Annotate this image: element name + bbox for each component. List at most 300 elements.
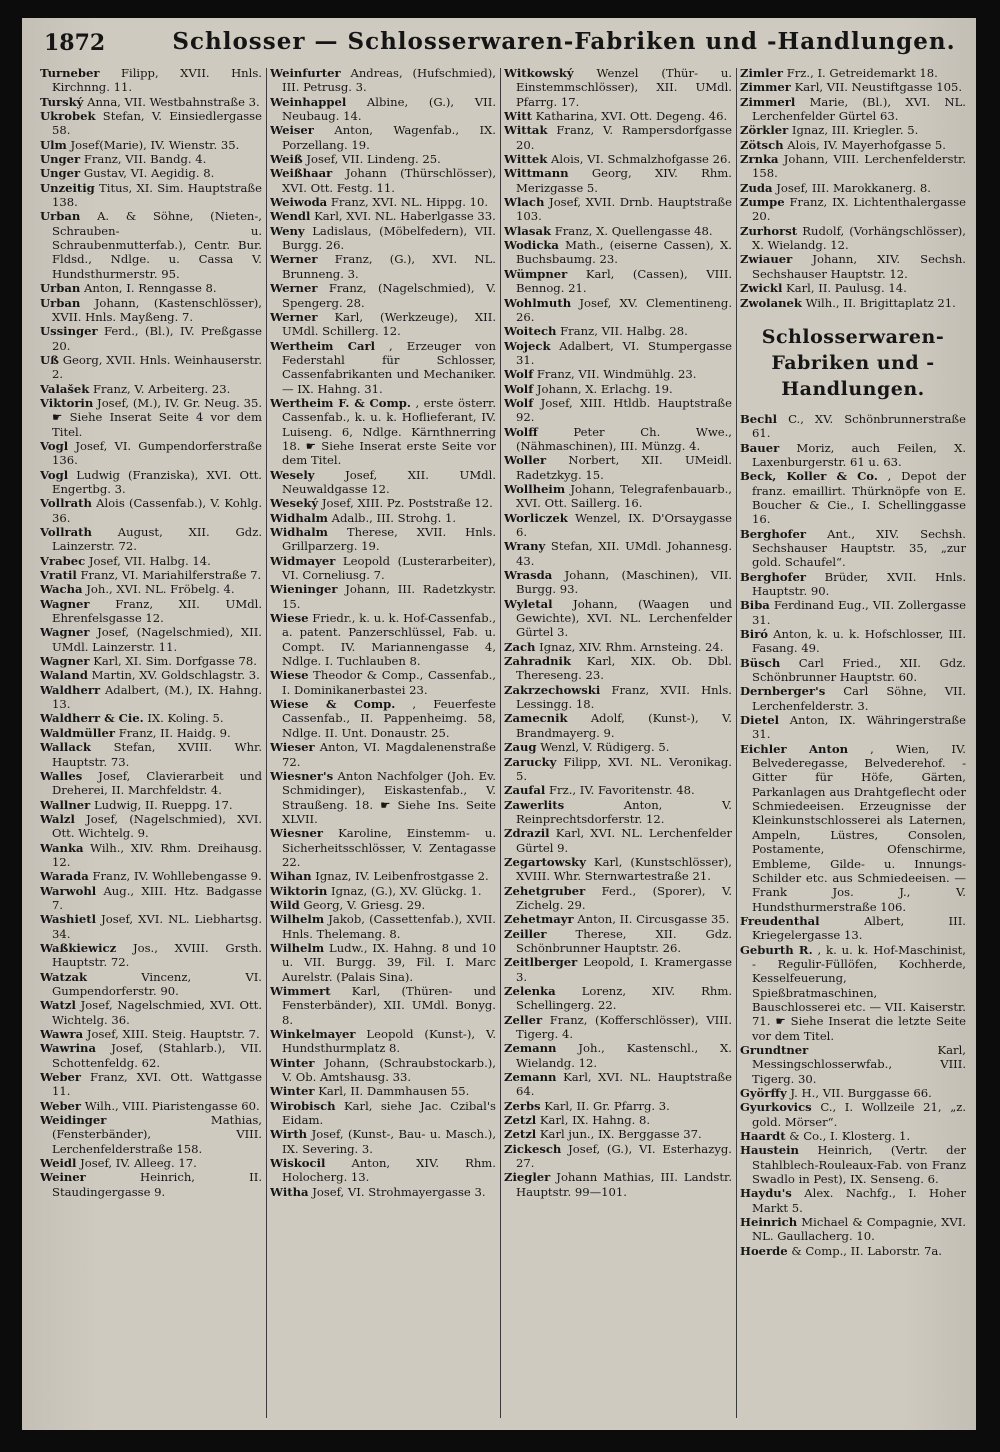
entry-name: Zemann	[504, 1070, 557, 1085]
entry-name: Watzl	[40, 998, 76, 1013]
entry-name: Waldmüller	[40, 725, 116, 740]
directory-entry	[740, 469, 966, 526]
entry-text: Johann, Telegrafenbauarb., XVI. Ott. Saillerg. 16.	[516, 481, 732, 511]
entry-name: Hoerde	[740, 1243, 788, 1258]
entry-text: Franz, (Nagelschmied), V. Spengerg. 28.	[282, 281, 496, 310]
directory-entry	[270, 468, 496, 497]
entry-text: , erste österr. Cassenfab., k. u. k. Hoflieferant, IV. Luiseng. 6, Ndlge. Kärnthnerring 18. ☛ Siehe Inserat erste Seite vor dem Titel.	[282, 395, 496, 468]
entry-name: Weseký	[270, 496, 319, 511]
entry-name: Warwohl	[40, 883, 97, 898]
entry-text: Joh., Kastenschl., X. Wielandg. 12.	[516, 1041, 732, 1070]
entry-name: Wesely	[270, 467, 315, 482]
entry-text: Josef, XII. UMdl. Neuwaldgasse 12.	[282, 467, 496, 496]
directory-entry	[40, 66, 262, 95]
entry-name: Winter	[270, 1055, 315, 1070]
section-heading: Schlosserwaren-Fabriken und -Handlungen.	[761, 325, 945, 400]
directory-entry	[40, 812, 262, 841]
entry-name: Weiß	[270, 152, 303, 167]
entry-name: Worliczek	[504, 510, 568, 525]
entry-text: A. & Söhne, (Nieten-, Schrauben- u. Schraubenmutterfab.), Centr. Bur. Fldsd., Ndlge. u. Cassa V. Hundsthurmerstr. 95.	[52, 209, 262, 281]
entry-name: Wohlmuth	[504, 295, 572, 310]
directory-entry	[504, 339, 732, 368]
entry-text: Vincenz, VI. Gumpendorferstr. 90.	[52, 969, 262, 998]
directory-entry	[504, 453, 732, 482]
directory-entry	[40, 726, 262, 740]
page-number: 1872	[44, 30, 106, 56]
directory-entry	[270, 826, 496, 869]
entry-name: Werner	[270, 309, 318, 324]
directory-entry	[740, 181, 966, 195]
entry-text: Johann, (Schraubstockarb.), V. Ob. Amtshausg. 33.	[282, 1055, 496, 1085]
entry-name: Urban	[40, 209, 81, 224]
entry-name: Wiese	[270, 611, 309, 626]
directory-entry	[270, 984, 496, 1027]
directory-entry	[40, 912, 262, 941]
entry-text: Ignaz, IV. Leibenfrostgasse 2.	[315, 869, 489, 884]
entry-text: , Depot der franz. emaillirt. Thürknöpfe von E. Boucher & Cie., I. Schellinggasse 16.	[752, 469, 966, 527]
entry-name: Zötsch	[740, 137, 784, 152]
entry-text: Therese, XII. Gdz. Schönbrunner Hauptstr. 26.	[516, 926, 732, 955]
entry-name: Winkelmayer	[270, 1027, 356, 1042]
entry-text: Karl, (Werkzeuge), XII. UMdl. Schillerg. 12.	[282, 309, 496, 339]
entry-text: J. H., VII. Burggasse 66.	[790, 1086, 932, 1100]
entry-name: Washietl	[40, 912, 97, 927]
entry-text: Josef, VII. Halbg. 14.	[88, 553, 211, 568]
directory-entry	[270, 1156, 496, 1185]
entry-name: Eichler Anton	[740, 741, 848, 756]
entry-name: Wirobisch	[270, 1098, 336, 1113]
entry-name: Woitech	[504, 324, 557, 339]
columns-container	[22, 66, 976, 1426]
entry-text: Karl, (Cassen), VIII. Bennog. 21.	[516, 266, 732, 296]
entry-name: Bauer	[740, 440, 780, 455]
entry-name: Györffy	[740, 1086, 787, 1100]
entry-text: Friedr., k. u. k. Hof-Cassenfab., a. patent. Panzerschlüssel, Fab. u. Compt. IV. Mariannengasse 4, Ndlge. I. Tuchlauben 8.	[282, 611, 496, 669]
entry-text: Georg, V. Griesg. 29.	[303, 897, 426, 912]
directory-entry	[504, 683, 732, 712]
entry-text: Georg, XIV. Rhm. Merizgasse 5.	[516, 166, 732, 195]
entry-name: Wagner	[40, 596, 90, 611]
directory-entry	[40, 740, 262, 769]
directory-entry	[740, 914, 966, 943]
directory-entry	[740, 224, 966, 253]
entry-name: Zarucky	[504, 754, 557, 769]
entry-name: Zdrazil	[504, 826, 550, 841]
entry-text: Leopold (Lusterarbeiter), VI. Corneliusg. 7.	[282, 553, 496, 583]
directory-entry	[270, 898, 496, 912]
directory-entry	[740, 138, 966, 152]
entry-name: Wawra	[40, 1027, 84, 1042]
directory-entry	[740, 1086, 966, 1100]
directory-entry	[740, 1143, 966, 1186]
entry-text: Karl, (Thüren- und Fensterbänder), XII. UMdl. Bonyg. 8.	[282, 984, 496, 1027]
entry-text: Heinrich, (Vertr. der Stahlblech-Rouleaux-Fab. von Franz Swadlo in Pest), IX. Senseng. 6.	[752, 1143, 966, 1187]
entry-name: Wlach	[504, 195, 545, 210]
directory-entry	[740, 95, 966, 124]
directory-entry	[504, 224, 732, 238]
column-divider	[500, 68, 501, 1418]
entry-text: , Wien, IV. Belvederegasse, Belvederehof. - Gitter für Höfe, Gärten, Parkanlagen aus Drahtgeflecht oder Schmiedeeisen. Erzeugnisse der Kleinkunstschlosserei als Laternen, Ampeln, Lüstres, Consolen, Postamente, Ofenschirme, Embleme, Gilde- u. Innungs-Schilder etc. aus Schmiedeeisen. — Frank Jos. J., V. Hundsthurmerstraße 106.	[752, 741, 966, 914]
entry-name: Wiesner	[270, 826, 324, 841]
entry-text: Josef, (Nagelschmied), XVI. Ott. Wichtelg. 9.	[52, 811, 262, 841]
column-divider	[266, 68, 267, 1418]
entry-text: Ignaz, XIV. Rhm. Arnsteing. 24.	[539, 639, 724, 654]
entry-text: Adalbert, (M.), IX. Hahng. 13.	[52, 682, 262, 712]
entry-text: Albert, III. Kriegelergasse 13.	[752, 913, 966, 943]
entry-name: Widmayer	[270, 553, 336, 568]
entry-text: Josef, XIII. Steig. Hauptstr. 7.	[86, 1027, 260, 1042]
entry-text: Wilh., II. Brigittaplatz 21.	[805, 295, 956, 310]
entry-text: Johann, (Waagen und Gewichte), XVI. NL. Lerchenfelder Gürtel 3.	[516, 596, 732, 640]
entry-name: Gyurkovics	[740, 1100, 812, 1115]
directory-entry	[740, 1186, 966, 1215]
entry-name: Wyletal	[504, 596, 553, 611]
entry-text: Peter Ch. Wwe., (Nähmaschinen), III. Münzg. 4.	[516, 424, 732, 453]
directory-entry	[504, 927, 732, 956]
entry-name: Zehetmayr	[504, 912, 574, 927]
directory-entry	[504, 511, 732, 540]
entry-name: Walzl	[40, 811, 75, 826]
entry-name: Biró	[740, 627, 769, 641]
directory-entry	[40, 941, 262, 970]
directory-entry	[40, 324, 262, 353]
entry-text: Johann Mathias, III. Landstr. Hauptstr. 99—101.	[516, 1170, 732, 1199]
column-1	[40, 66, 262, 1426]
entry-text: Karl, IX. Hahng. 8.	[539, 1113, 651, 1128]
directory-entry	[740, 570, 966, 599]
directory-entry	[40, 597, 262, 626]
directory-entry	[504, 711, 732, 740]
directory-entry	[504, 195, 732, 224]
directory-entry	[40, 970, 262, 999]
entry-text: Theodor & Comp., Cassenfab., I. Dominikanerbastei 23.	[282, 668, 496, 697]
entry-name: Waldherr	[40, 682, 101, 697]
entry-name: Wittek	[504, 152, 548, 167]
entry-name: Wertheim F. & Comp.	[270, 395, 411, 410]
entry-text: Ludwig (Franziska), XVI. Ott. Engertbg. 3.	[52, 467, 262, 496]
entry-text: Frz., IV. Favoritenstr. 48.	[549, 783, 695, 798]
directory-entry	[504, 1013, 732, 1042]
entry-text: Math., (eiserne Cassen), X. Buchsbaumg. 23.	[516, 238, 732, 267]
directory-entry	[740, 1100, 966, 1129]
entry-name: Warada	[40, 869, 89, 884]
directory-entry	[740, 1215, 966, 1244]
entry-name: Ukrobek	[40, 109, 96, 124]
directory-entry	[40, 798, 262, 812]
entry-name: Waßkiewicz	[40, 940, 117, 955]
entry-text: Leopold (Kunst-), V. Hundsthurmplatz 8.	[282, 1027, 496, 1056]
entry-text: Johann, XIV. Sechsh. Sechshauser Hauptstr. 12.	[752, 252, 966, 281]
entry-text: Franz, XII. UMdl. Ehrenfelsgasse 12.	[52, 596, 262, 626]
directory-entry	[504, 568, 732, 597]
directory-entry	[40, 296, 262, 325]
directory-entry	[504, 740, 732, 754]
entry-name: Wieser	[270, 740, 315, 755]
directory-entry	[270, 554, 496, 583]
entry-text: Andreas, (Hufschmied), III. Petrusg. 3.	[282, 66, 496, 95]
directory-entry	[270, 209, 496, 223]
entry-name: Zakrzechowski	[504, 682, 601, 697]
entry-name: Vratil	[40, 568, 77, 583]
directory-entry	[40, 869, 262, 883]
entry-name: Wagner	[40, 625, 90, 640]
entry-text: Anton, V. Reinprechtsdorferstr. 12.	[516, 797, 732, 826]
entry-name: Beck, Koller & Co.	[740, 469, 878, 484]
entry-name: Witkowský	[504, 66, 574, 80]
directory-entry	[270, 152, 496, 166]
entry-name: Uß	[40, 352, 59, 367]
directory-entry	[40, 1041, 262, 1070]
directory-entry	[504, 238, 732, 267]
entry-name: Viktorin	[40, 395, 94, 410]
entry-name: Wrasda	[504, 568, 553, 583]
entry-text: Filipp, XVII. Hnls. Kirchnng. 11.	[52, 66, 262, 95]
entry-name: Vrabec	[40, 553, 86, 568]
entry-text: Anna, VII. Westbahnstraße 3.	[87, 94, 260, 109]
column-4	[740, 66, 966, 1426]
directory-entry	[740, 1043, 966, 1086]
entry-name: Werner	[270, 281, 318, 296]
entry-name: Watzak	[40, 969, 88, 984]
entry-name: Wawrina	[40, 1041, 96, 1056]
entry-name: Zeitlberger	[504, 955, 578, 970]
entry-text: Alois, IV. Mayerhofgasse 5.	[787, 137, 946, 152]
directory-entry	[40, 683, 262, 712]
directory-entry	[270, 166, 496, 195]
directory-entry	[270, 339, 496, 396]
entry-text: Norbert, XII. UMeidl. Radetzkyg. 15.	[516, 453, 732, 482]
entry-text: Karl, II. Dammhausen 55.	[318, 1084, 470, 1099]
entry-text: Joh., XVI. NL. Fröbelg. 4.	[86, 582, 235, 597]
entry-text: Josef, (Stahlarb.), VII. Schottenfeldg. 62.	[52, 1041, 262, 1070]
directory-entry	[504, 798, 732, 827]
entry-text: Wenzel, IX. D'Orsaygasse 6.	[516, 510, 732, 539]
entry-text: Karl, Messingschlosserwfab., VIII. Tigerg. 30.	[752, 1042, 966, 1086]
directory-entry	[504, 912, 732, 926]
directory-entry	[740, 684, 966, 713]
entry-text: Franz, VI. Mariahilferstraße 7.	[80, 568, 262, 583]
entry-name: Widhalm	[270, 525, 328, 539]
entry-text: Josef, (G.), VI. Esterhazyg. 27.	[516, 1141, 732, 1171]
entry-name: Büsch	[740, 655, 781, 670]
directory-entry	[270, 224, 496, 253]
entry-name: Wimmert	[270, 984, 331, 998]
entry-text: Josef, (Nagelschmied), XII. UMdl. Lainzerstr. 11.	[52, 625, 262, 654]
directory-entry	[270, 912, 496, 941]
directory-entry	[504, 597, 732, 640]
directory-entry	[504, 482, 732, 511]
entry-text: Stefan, XII. UMdl. Johannesg. 43.	[516, 539, 732, 568]
directory-entry	[40, 152, 262, 166]
entry-name: Zickesch	[504, 1141, 562, 1156]
entry-name: Turneber	[40, 66, 100, 80]
entry-name: Unger	[40, 166, 81, 181]
entry-text: Josef, XV. Clementineng. 26.	[516, 295, 732, 324]
entry-name: Wieninger	[270, 582, 338, 597]
directory-entry	[740, 195, 966, 224]
entry-name: Witt	[504, 109, 532, 124]
directory-entry	[270, 740, 496, 769]
entry-name: Zamecnik	[504, 711, 568, 726]
directory-entry	[270, 941, 496, 984]
directory-entry	[740, 123, 966, 137]
entry-text: Franz, X. Quellengasse 48.	[554, 223, 713, 238]
entry-text: Ignaz, III. Kriegler. 5.	[791, 123, 919, 138]
directory-entry	[270, 496, 496, 510]
entry-text: Alex. Nachfg., I. Hoher Markt 5.	[752, 1186, 966, 1215]
entry-text: C., XV. Schönbrunnerstraße 61.	[752, 411, 966, 441]
directory-entry	[40, 668, 262, 682]
entry-text: Franz, II. Haidg. 9.	[118, 725, 231, 740]
entry-text: Anton, XIV. Rhm. Holocherg. 13.	[282, 1156, 496, 1185]
entry-name: Zehetgruber	[504, 883, 586, 898]
entry-text: Jakob, (Cassettenfab.), XVII. Hnls. Thelemang. 8.	[282, 912, 496, 941]
entry-name: Zegartowsky	[504, 854, 586, 869]
entry-text: Wenzel (Thür- u. Einstemmschlösser), XII. UMdl. Pfarrg. 17.	[516, 66, 732, 109]
entry-name: Zörkler	[740, 123, 789, 138]
entry-text: Stefan, V. Einsiedlergasse 58.	[52, 109, 262, 138]
entry-text: Anton, IX. Währingerstraße 31.	[752, 713, 966, 742]
directory-entry	[270, 1185, 496, 1199]
directory-entry	[270, 1127, 496, 1156]
directory-entry	[740, 627, 966, 656]
entry-text: C., I. Wollzeile 21, „z. gold. Mörser“.	[752, 1100, 966, 1129]
directory-entry	[40, 439, 262, 468]
directory-entry	[504, 296, 732, 325]
entry-name: Dernberger's	[740, 684, 826, 699]
directory-entry	[740, 152, 966, 181]
entry-text: Josef, IV. Alleeg. 17.	[80, 1156, 197, 1171]
entry-name: Wiese & Comp.	[270, 697, 396, 712]
entry-name: Wolf	[504, 367, 534, 382]
entry-name: Wertheim Carl	[270, 338, 376, 353]
directory-entry	[40, 353, 262, 382]
directory-entry	[740, 598, 966, 627]
page-title: Schlosser — Schlosserwaren-Fabriken und -Handlungen.	[172, 28, 956, 55]
entry-text: Franz, V. Rampersdorfgasse 20.	[516, 123, 732, 152]
directory-entry	[40, 1113, 262, 1156]
directory-entry	[740, 281, 966, 295]
directory-entry	[740, 80, 966, 94]
entry-name: Zelenka	[504, 984, 556, 998]
entry-name: Zemann	[504, 1041, 557, 1056]
entry-text: Ant., XIV. Sechsh. Sechshauser Hauptstr. 35, „zur gold. Schaufel“.	[752, 526, 966, 570]
entry-name: Waland	[40, 668, 88, 683]
entry-text: Karl jun., IX. Berggasse 37.	[539, 1127, 702, 1142]
directory-entry	[40, 95, 262, 109]
directory-entry	[270, 310, 496, 339]
page-header	[22, 18, 976, 64]
entry-text: Karl, XIX. Ob. Dbl. Thereseng. 23.	[516, 654, 732, 683]
entry-name: Wrany	[504, 539, 546, 554]
entry-text: Johann, X. Erlachg. 19.	[536, 381, 673, 396]
entry-text: Josef, (M.), IV. Gr. Neug. 35. ☛ Siehe Inserat Seite 4 vor dem Titel.	[52, 395, 262, 439]
entry-text: Karl, II. Gr. Pfarrg. 3.	[544, 1098, 670, 1113]
entry-text: Josef, XVI. NL. Liebhartsg. 34.	[52, 912, 262, 941]
entry-text: Wilh., XIV. Rhm. Dreihausg. 12.	[52, 840, 262, 869]
directory-entry	[504, 826, 732, 855]
directory-entry	[504, 166, 732, 195]
directory-entry	[270, 1027, 496, 1056]
entry-text: Lorenz, XIV. Rhm. Schellingerg. 22.	[516, 984, 732, 1013]
directory-entry	[270, 611, 496, 668]
entry-name: Wendl	[270, 209, 311, 224]
directory-entry	[740, 656, 966, 685]
entry-text: Anton, II. Circusgasse 35.	[577, 912, 730, 927]
entry-name: Weiser	[270, 123, 314, 138]
directory-page	[22, 18, 976, 1430]
entry-text: Alois (Cassenfab.), V. Kohlg. 36.	[52, 496, 262, 525]
entry-text: & Comp., II. Laborstr. 7a.	[791, 1243, 942, 1258]
entry-text: Franz, IX. Lichtenthalergasse 20.	[752, 195, 966, 224]
entry-name: Zwolanek	[740, 295, 802, 310]
entry-text: Katharina, XVI. Ott. Degeng. 46.	[535, 109, 728, 124]
directory-entry	[270, 769, 496, 826]
entry-text: Carl Fried., XII. Gdz. Schönbrunner Hauptstr. 60.	[752, 655, 966, 685]
entry-text: Ludwig, II. Rueppg. 17.	[93, 797, 233, 812]
entry-text: Franz, XVII. Hnls. Lessingg. 18.	[516, 682, 732, 712]
entry-name: Weißhaar	[270, 166, 333, 181]
directory-entry	[270, 66, 496, 95]
entry-text: Franz, XVI. Ott. Wattgasse 11.	[52, 1070, 262, 1099]
directory-entry	[40, 711, 262, 725]
entry-text: Ladislaus, (Möbelfedern), VII. Burgg. 26.	[282, 223, 496, 253]
entry-text: Aug., XIII. Htz. Badgasse 7.	[52, 883, 262, 912]
entry-text: Franz, V. Arbeiterg. 23.	[92, 381, 231, 396]
entry-text: Johann, (Maschinen), VII. Burgg. 93.	[516, 568, 732, 597]
entry-name: Wolff	[504, 424, 538, 439]
entry-text: Josef(Marie), IV. Wienstr. 35.	[70, 137, 240, 152]
directory-entry	[740, 713, 966, 742]
entry-name: Wilhelm	[270, 912, 325, 927]
entry-name: Zetzl	[504, 1127, 537, 1142]
directory-entry	[40, 1027, 262, 1041]
entry-text: Anton, Wagenfab., IX. Porzellang. 19.	[282, 123, 496, 152]
entry-name: Grundtner	[740, 1042, 809, 1057]
entry-text: Karl, siehe Jac. Czibal's Eidam.	[282, 1098, 496, 1128]
entry-name: Zrnka	[740, 152, 779, 167]
entry-name: Urban	[40, 295, 81, 310]
entry-text: Karl, II. Paulusg. 14.	[786, 281, 907, 296]
entry-text: Rudolf, (Vorhängschlösser), X. Wielandg. 12.	[752, 223, 966, 253]
directory-entry	[504, 396, 732, 425]
entry-text: , Erzeuger von Federstahl für Schlosser, Cassenfabrikanten und Mechaniker. — IX. Hahng. 31.	[282, 338, 496, 396]
entry-text: Johann, VIII. Lerchenfelderstr. 158.	[752, 152, 966, 181]
entry-name: Werner	[270, 252, 318, 267]
directory-entry	[40, 166, 262, 180]
entry-name: Haardt	[740, 1129, 786, 1144]
entry-text: IX. Koling. 5.	[147, 711, 224, 726]
entry-text: Karl, (Kunstschlösser), XVIII. Whr. Sternwartestraße 21.	[516, 854, 732, 884]
entry-text: Stefan, XVIII. Whr. Hauptstr. 73.	[52, 740, 262, 769]
entry-text: Georg, XVII. Hnls. Weinhauserstr. 2.	[52, 352, 262, 382]
entry-name: Wümpner	[504, 266, 568, 281]
directory-entry	[270, 195, 496, 209]
directory-entry	[270, 582, 496, 611]
entry-text: Franz, VII. Halbg. 28.	[560, 324, 688, 339]
entry-name: Dietel	[740, 713, 779, 728]
entry-name: Weny	[270, 223, 305, 238]
directory-entry	[270, 95, 496, 124]
directory-entry	[40, 525, 262, 554]
entry-text: Ludw., IX. Hahng. 8 und 10 u. VII. Burgg. 39, Fil. I. Marc Aurelstr. (Palais Sina).	[282, 940, 496, 984]
directory-entry	[504, 855, 732, 884]
entry-text: Alois, VI. Schmalzhofgasse 26.	[551, 152, 732, 167]
entry-name: Wihan	[270, 869, 312, 884]
entry-name: Weber	[40, 1070, 82, 1085]
directory-entry	[40, 1099, 262, 1113]
entry-text: Brüder, XVII. Hnls. Hauptstr. 90.	[752, 569, 966, 598]
